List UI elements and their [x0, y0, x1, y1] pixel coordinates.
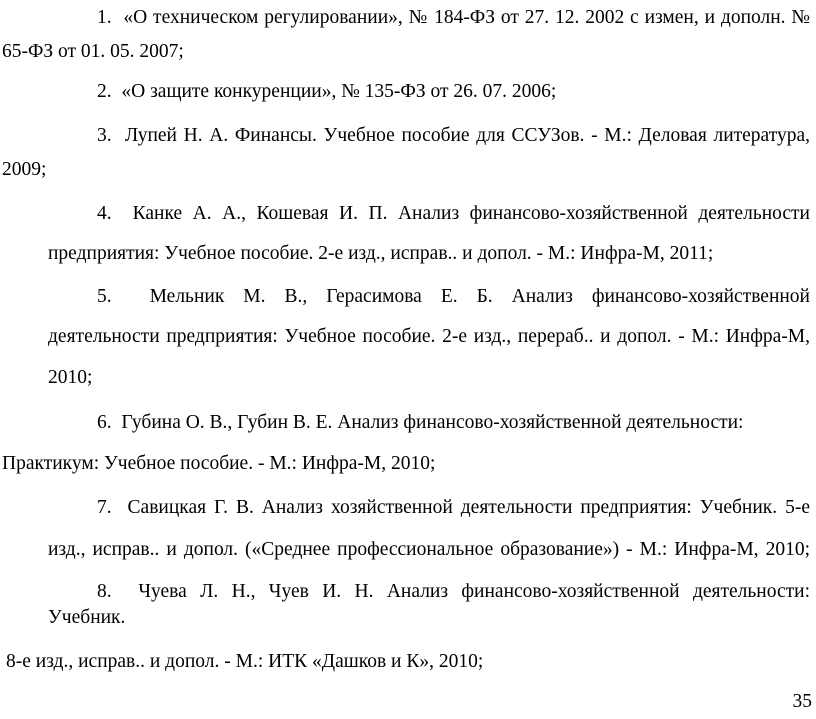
reference-8-line-3: [6, 650, 483, 674]
reference-1-line-1: [97, 6, 810, 30]
reference-8-text-3: 8-е изд., исправ.. и допол. - М.: ИТК «Дашков и К», 2010;: [6, 651, 484, 672]
reference-5-line-3: [48, 366, 92, 390]
reference-4-text-2: предприятия: Учебное пособие. 2-е изд., исправ.. и допол. - М.: Инфра-М, 2011;: [48, 243, 714, 264]
reference-1-line-2: [2, 40, 184, 64]
reference-5-text-1: Мельник М. В., Герасимова Е. Б. Анализ финансово-хозяйственной: [149, 286, 810, 307]
reference-7-text-1: Савицкая Г. В. Анализ хозяйственной деятельности предприятия: Учебник. 5-е: [127, 497, 811, 518]
reference-3-line-2: [2, 158, 46, 182]
reference-6-text-2: Практикум: Учебное пособие. - М.: Инфра-М, 2010;: [2, 453, 436, 474]
reference-5-text-2: деятельности предприятия: Учебное пособие. 2-е изд., перераб.. и допол. - М.: Инфра-М,: [48, 326, 810, 347]
reference-6-line-2: [2, 452, 435, 476]
reference-3-number: 3.: [97, 125, 112, 146]
page-number: 35: [792, 691, 812, 712]
reference-8-text-2: Учебник.: [48, 607, 126, 628]
reference-7-line-2: [48, 538, 810, 562]
reference-6-text-1: Губина О. В., Губин В. Е. Анализ финансово-хозяйственной деятельности:: [121, 412, 744, 433]
reference-2-line-1: [97, 80, 556, 104]
reference-1-number: 1.: [97, 7, 112, 28]
reference-5-text-3: 2010;: [48, 367, 93, 388]
reference-5-number: 5.: [97, 286, 112, 307]
reference-7-line-1: [97, 496, 810, 520]
reference-5-line-1: [97, 285, 810, 309]
reference-3-text-2: 2009;: [2, 159, 47, 180]
reference-6-line-1: [97, 411, 743, 435]
reference-8-number: 8.: [97, 581, 112, 602]
reference-8-line-2: [48, 606, 125, 630]
reference-4-number: 4.: [97, 203, 112, 224]
reference-3-line-1: [97, 124, 810, 148]
reference-2-number: 2.: [97, 81, 112, 102]
reference-4-text-1: Канке А. А., Кошевая И. П. Анализ финансово-хозяйственной деятельности: [132, 203, 810, 224]
reference-6-number: 6.: [97, 412, 112, 433]
reference-1-text-2: 65-ФЗ от 01. 05. 2007;: [2, 41, 184, 62]
reference-1-text-1: «О техническом регулировании», № 184-ФЗ от 27. 12. 2002 с измен, и дополн. №: [123, 7, 810, 28]
reference-4-line-1: [97, 202, 810, 226]
reference-8-text-1: Чуева Л. Н., Чуев И. Н. Анализ финансово-хозяйственной деятельности:: [138, 581, 811, 602]
reference-3-text-1: Лупей Н. А. Финансы. Учебное пособие для ССУЗов. - М.: Деловая литература,: [124, 125, 811, 146]
reference-4-line-2: [48, 242, 713, 266]
reference-8-line-1: [97, 580, 810, 604]
reference-7-text-2: изд., исправ.. и допол. («Среднее профессиональное образование») - М.: Инфра-М, 2010;: [48, 539, 810, 560]
reference-5-line-2: [48, 325, 810, 349]
reference-2-text-1: «О защите конкуренции», № 135-ФЗ от 26. 07. 2006;: [121, 81, 557, 102]
reference-7-number: 7.: [97, 497, 112, 518]
